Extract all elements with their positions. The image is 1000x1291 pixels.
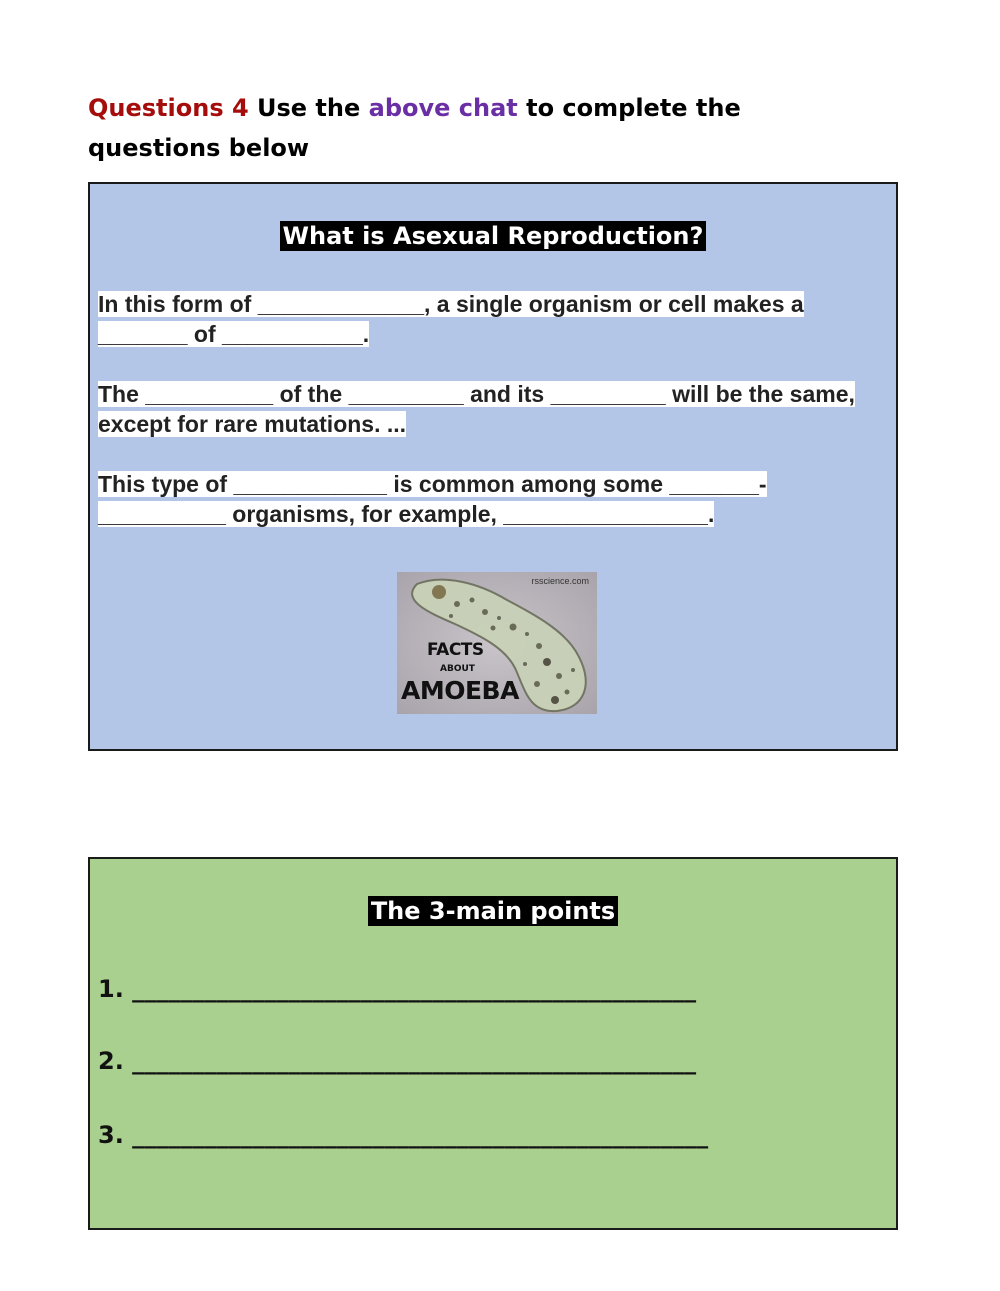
main-points-title: The 3-main points [90, 897, 896, 925]
asexual-reproduction-box [88, 182, 898, 751]
heading-text-1: Use the [248, 94, 369, 122]
fill-blank-paragraph-2[interactable]: The __________ of the _________ and its _________ will be the same, except for rare mutations. ... [98, 381, 855, 437]
image-site-label: rsscience.com [531, 576, 589, 586]
image-facts-label: FACTS [427, 640, 484, 660]
question-number: Questions 4 [88, 94, 249, 122]
fill-blank-paragraph-1[interactable]: In this form of _____________, a single organism or cell makes a _______ of ___________. [98, 291, 804, 347]
question-heading [88, 88, 808, 168]
asexual-box-title: What is Asexual Reproduction? [90, 222, 896, 250]
main-point-2[interactable]: 2. _______________________________________________ [98, 1047, 697, 1075]
main-point-3[interactable]: 3. ________________________________________________ [98, 1121, 709, 1149]
heading-text-2: to complete the questions below [88, 94, 741, 162]
image-about-label: ABOUT [440, 664, 475, 674]
main-points-box [88, 857, 898, 1230]
main-point-1[interactable]: 1. _______________________________________________ [98, 975, 697, 1003]
fill-blank-paragraph-3[interactable]: This type of ____________ is common among some _______-__________ organisms, for example, ________________. [98, 471, 767, 527]
above-chat-link: above chat [368, 94, 518, 122]
amoeba-image [397, 572, 597, 714]
image-amoeba-label: AMOEBA [401, 676, 519, 705]
